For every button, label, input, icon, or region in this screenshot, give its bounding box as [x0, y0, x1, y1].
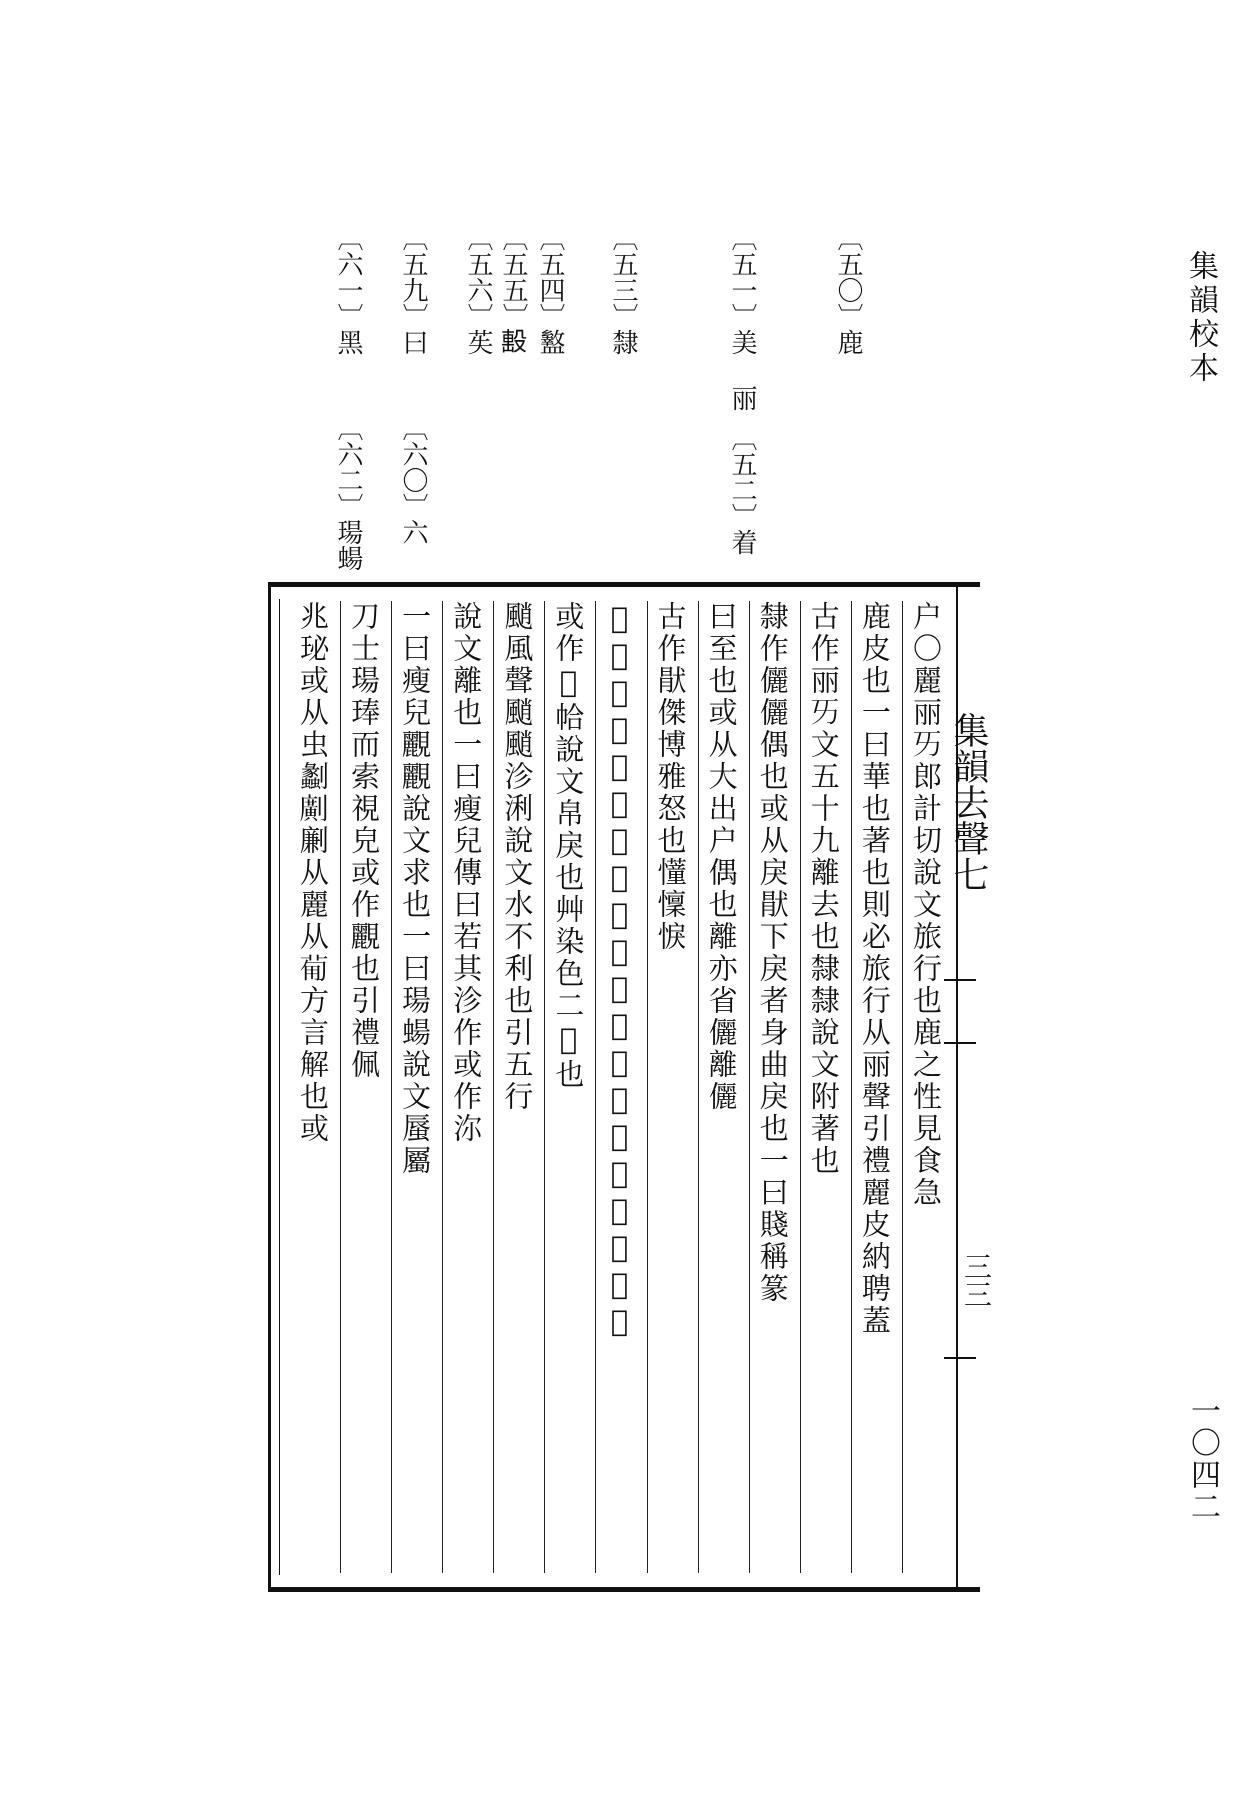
text-column: 户〇麗丽𠀅郎計切說文旅行也鹿之性見食急 [902, 601, 950, 1573]
text-column: 古作猒傑博雅怒也𢤦懍悷 [647, 601, 695, 1573]
text-column: 颵風聲颵颵沴浰說文水不利也引五行 [493, 601, 541, 1573]
note-60: 〔六〇〕六 [398, 415, 428, 545]
note-56: 〔五六〕苵 [463, 225, 493, 355]
text-column: 曰至也或从大出户偶也離亦省儷離儷 [698, 601, 746, 1573]
text-column: 一曰瘦兒䚕䚕說文求也一曰瑒蝪說文蜃屬 [391, 601, 439, 1573]
note-50: 〔五〇〕鹿 [833, 225, 863, 355]
text-column: 隸作儷儷偶也或从戾猒下戾者身曲戾也一曰賤稱篆 [749, 601, 797, 1573]
text-frame [268, 582, 993, 1592]
text-column: 或作𩙧帢說文帛戾也艸染色二𣪠也 [544, 601, 592, 1573]
text-column: 鹿皮也一曰華也著也則必旅行从丽聲引禮麗皮納聘蓋 [851, 601, 899, 1573]
text-column: 兆珌或从虫劙𠠎劆从麗从𤰈方言解也或 [296, 601, 330, 1145]
note-62: 〔六二〕瑒蝪 [333, 415, 363, 571]
note-54: 〔五四〕盭 [535, 225, 565, 355]
block-heart [948, 587, 993, 1587]
block-heart-number: 三三 [960, 1252, 993, 1308]
page-number: 一〇四二 [1185, 1395, 1220, 1523]
note-55: 〔五五〕𣪠 [498, 225, 528, 355]
running-title: 集韻校本 [1183, 250, 1218, 386]
note-51: 〔五一〕美 丽 [727, 225, 757, 411]
text-column: 𡖉說文弼戾也或省通作戾悲兒蹊䟶跛足或从肉 [595, 601, 643, 1573]
note-59: 〔五九〕曰 [398, 225, 428, 355]
text-columns [289, 601, 950, 1573]
note-53: 〔五三〕隸 [608, 225, 638, 355]
block-heart-title: 集韻去聲七 [948, 712, 989, 892]
collation-notes [333, 225, 875, 575]
frame-inner-border [279, 599, 280, 1575]
text-column: 說文離也一曰瘦兒傳曰若其沴作或作沵 [442, 601, 490, 1573]
text-column: 古作丽𠀅文五十九離去也隸隸說文附著也 [800, 601, 848, 1573]
note-61: 〔六一〕黑 [333, 225, 363, 355]
note-52: 〔五二〕着 [727, 425, 757, 555]
text-column: 刀士瑒琫而索視皃或作䚕也引禮佩 [340, 601, 388, 1573]
